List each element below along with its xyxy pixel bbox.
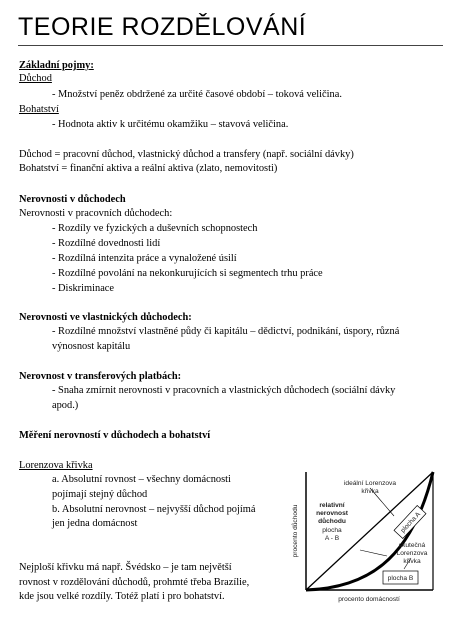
- area-a-label: plocha A: [399, 511, 422, 535]
- x-axis-label: procento domácností: [338, 596, 400, 603]
- note-line-2: rovnost v rozdělování důchodů, prohmté třeba Brazílie,: [19, 577, 250, 588]
- wealth-equation: Bohatství = finanční aktiva a reální aktiva (zlato, nemovitosti): [19, 163, 278, 174]
- ideal-curve-label: křivka: [361, 488, 379, 495]
- lorenz-term: Lorenzova křivka: [19, 460, 93, 471]
- y-axis-label: procento důchodu: [292, 504, 299, 558]
- area-b-label: plocha B: [387, 575, 414, 582]
- list-item: - Rozdílné dovednosti lidí: [52, 238, 161, 249]
- absolute-equality-line-2: pojímají stejný důchod: [52, 489, 148, 500]
- wealth-definition: - Hodnota aktiv k určitému okamžiku – stavová veličina.: [52, 119, 289, 130]
- transfer-heading: Nerovnost v transferových platbách:: [19, 371, 182, 382]
- income-definition: - Množství peněz obdržené za určité časové období – toková veličina.: [52, 89, 342, 100]
- actual-curve-label: skutečná: [398, 542, 426, 549]
- income-inequality-heading: Nerovnosti v důchodech: [19, 194, 126, 205]
- basics-heading: Základní pojmy:: [19, 60, 94, 71]
- relative-inequality-label: relativní: [319, 502, 345, 509]
- transfer-line-1: - Snaha zmírnit nerovnosti v pracovních a vlastnických důchodech (sociální dávky: [52, 385, 396, 396]
- relative-inequality-label: nerovnost: [316, 510, 348, 517]
- relative-inequality-label: důchodu: [318, 518, 346, 525]
- income-equation: Důchod = pracovní důchod, vlastnický důchod a transfery (např. sociální dávky): [19, 149, 354, 160]
- income-term: Důchod: [19, 73, 52, 84]
- wealth-term: Bohatství: [19, 104, 59, 115]
- ownership-line-2: výnosnost kapitálu: [52, 341, 131, 352]
- actual-curve-label: Lorenzova: [396, 550, 428, 557]
- ownership-line-1: - Rozdílné množství vlastněné půdy či kapitálu – dědictví, podnikání, úspory, různá: [52, 326, 400, 337]
- page-title: TEORIE ROZDĚLOVÁNÍ: [18, 12, 443, 46]
- list-item: - Rozdílné povolání na nekonkurujících si segmentech trhu práce: [52, 268, 323, 279]
- absolute-inequality-line-1: b. Absolutní nerovnost – nejvyšší důchod pojímá: [52, 504, 256, 515]
- list-item: - Rozdíly ve fyzických a duševních schopnostech: [52, 223, 258, 234]
- area-difference-label: plocha: [322, 527, 342, 534]
- transfer-line-2: apod.): [52, 400, 79, 411]
- lorenz-curve-diagram: [284, 468, 456, 610]
- note-line-1: Nejploší křivku má např. Švédsko – je tam největší: [19, 562, 232, 573]
- note-line-3: kde jsou velké rozdíly. Totéž platí i pro bohatství.: [19, 591, 225, 602]
- measurement-heading: Měření nerovností v důchodech a bohatství: [19, 430, 211, 441]
- area-difference-label: A - B: [324, 535, 340, 542]
- absolute-inequality-line-2: jen jedna domácnost: [52, 518, 138, 529]
- income-inequality-subheading: Nerovnosti v pracovních důchodech:: [19, 208, 173, 219]
- list-item: - Diskriminace: [52, 283, 115, 294]
- absolute-equality-line-1: a. Absolutní rovnost – všechny domácnosti: [52, 474, 231, 485]
- leader-line: [360, 550, 387, 556]
- ownership-heading: Nerovnosti ve vlastnických důchodech:: [19, 312, 192, 323]
- actual-curve-label: křivka: [403, 558, 421, 565]
- ideal-curve-label: ideální Lorenzova: [343, 480, 397, 487]
- list-item: - Rozdílná intenzita práce a vynaložené úsilí: [52, 253, 237, 264]
